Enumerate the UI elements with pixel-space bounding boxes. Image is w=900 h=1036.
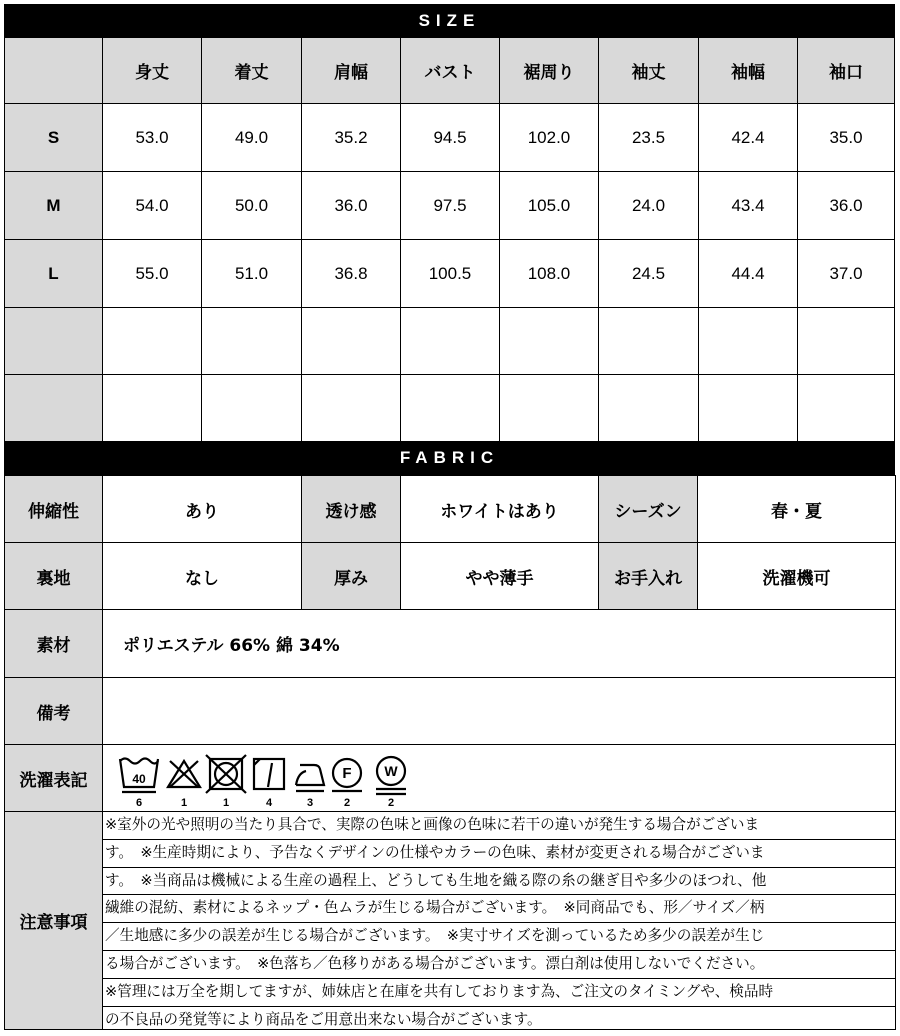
wash-number: 1 [222, 797, 230, 809]
size-cell [103, 308, 202, 375]
wash-number: 4 [265, 797, 273, 809]
size-cell: 54.0 [103, 172, 202, 240]
stretch-value: あり [103, 476, 302, 543]
size-row-label [5, 308, 103, 375]
wash-symbols [110, 749, 470, 809]
wash-number: 3 [306, 797, 314, 809]
size-cell: 50.0 [202, 172, 302, 240]
size-cell [500, 308, 599, 375]
size-cell [103, 375, 202, 442]
wash-number: 6 [135, 797, 143, 809]
size-column-header: 袖丈 [599, 38, 699, 104]
notes-line: す。 ※生産時期により、予告なくデザインの仕様やカラーの色味、素材が変更される場合がございま [103, 840, 895, 868]
size-cell: 100.5 [401, 240, 500, 308]
size-cell: 55.0 [103, 240, 202, 308]
size-cell: 108.0 [500, 240, 599, 308]
svg-text:F: F [342, 765, 352, 782]
size-cell: 49.0 [202, 104, 302, 172]
size-row-label: S [5, 104, 103, 172]
size-cell: 43.4 [699, 172, 798, 240]
wash-number: 2 [343, 797, 351, 809]
size-cell: 23.5 [599, 104, 699, 172]
size-column-header: 身丈 [103, 38, 202, 104]
size-cell [302, 308, 401, 375]
wash-temperature: 40 [132, 772, 146, 786]
material-value: ポリエステル 66% 綿 34% [103, 610, 896, 678]
notes-line: ※管理には万全を期してますが、姉妹店と在庫を共有しております為、ご注文のタイミングや、検品時 [103, 979, 895, 1007]
sheer-label: 透け感 [302, 476, 401, 543]
material-label: 素材 [5, 610, 103, 678]
season-value: 春・夏 [698, 476, 896, 543]
size-cell [500, 375, 599, 442]
size-cell: 51.0 [202, 240, 302, 308]
size-cell [599, 375, 699, 442]
remarks-label: 備考 [5, 678, 103, 745]
size-column-header: 肩幅 [302, 38, 401, 104]
notes-line: ／生地感に多少の誤差が生じる場合がございます。 ※実寸サイズを測っているため多少の誤差が生じ [103, 923, 895, 951]
season-label: シーズン [599, 476, 698, 543]
lining-value: なし [103, 543, 302, 610]
thickness-value: やや薄手 [401, 543, 599, 610]
notes-label: 注意事項 [5, 812, 103, 1030]
size-header: SIZE [4, 4, 895, 37]
size-column-header: バスト [401, 38, 500, 104]
care-label: お手入れ [599, 543, 698, 610]
care-value: 洗濯機可 [698, 543, 896, 610]
size-table [4, 37, 895, 442]
size-cell [798, 375, 895, 442]
iron-icon [296, 765, 324, 791]
notes-text [103, 812, 895, 1033]
size-cell: 44.4 [699, 240, 798, 308]
size-row-label [5, 375, 103, 442]
size-cell: 24.0 [599, 172, 699, 240]
notes-line: る場合がございます。 ※色落ち／色移りがある場合がございます。漂白剤は使用しないでください。 [103, 951, 895, 979]
no-tumble-dry-icon [206, 755, 246, 793]
sheer-value: ホワイトはあり [401, 476, 599, 543]
size-cell: 36.8 [302, 240, 401, 308]
size-cell [302, 375, 401, 442]
lining-label: 裏地 [5, 543, 103, 610]
stretch-label: 伸縮性 [5, 476, 103, 543]
size-cell: 94.5 [401, 104, 500, 172]
notes-line: ※室外の光や照明の当たり具合で、実際の色味と画像の色味に若干の違いが発生する場合がございま [103, 812, 895, 840]
size-cell [798, 308, 895, 375]
size-cell: 105.0 [500, 172, 599, 240]
size-cell: 35.2 [302, 104, 401, 172]
notes-line: す。 ※当商品は機械による生産の過程上、どうしても生地を織る際の糸の継ぎ目や多少のほつれ、他 [103, 868, 895, 896]
no-bleach-icon [168, 761, 200, 787]
size-cell: 36.0 [302, 172, 401, 240]
size-column-header: 袖口 [798, 38, 895, 104]
size-column-header: 袖幅 [699, 38, 798, 104]
size-cell [202, 375, 302, 442]
size-cell [599, 308, 699, 375]
fabric-header: FABRIC [4, 441, 895, 475]
size-cell [401, 375, 500, 442]
size-corner-cell [5, 38, 103, 104]
size-cell: 53.0 [103, 104, 202, 172]
size-cell: 36.0 [798, 172, 895, 240]
notes-line: 繊維の混紡、素材によるネップ・色ムラが生じる場合がございます。 ※同商品でも、形／サイズ／柄 [103, 895, 895, 923]
notes-line: の不良品の発覚等により商品をご用意出来ない場合がございます。 [105, 1010, 542, 1028]
size-column-header: 裾周り [500, 38, 599, 104]
size-cell: 37.0 [798, 240, 895, 308]
size-cell: 35.0 [798, 104, 895, 172]
size-cell [401, 308, 500, 375]
size-cell [699, 308, 798, 375]
thickness-label: 厚み [302, 543, 401, 610]
size-cell: 24.5 [599, 240, 699, 308]
wash-number: 1 [180, 797, 188, 809]
size-row-label: L [5, 240, 103, 308]
size-cell [202, 308, 302, 375]
wash-number: 2 [387, 797, 395, 809]
size-row-label: M [5, 172, 103, 240]
svg-text:W: W [384, 763, 398, 779]
size-cell: 42.4 [699, 104, 798, 172]
line-dry-shade-icon [254, 759, 284, 789]
size-cell: 102.0 [500, 104, 599, 172]
remarks-value [103, 678, 896, 745]
size-column-header: 着丈 [202, 38, 302, 104]
size-cell: 97.5 [401, 172, 500, 240]
size-cell [699, 375, 798, 442]
wash-label: 洗濯表記 [5, 745, 103, 812]
